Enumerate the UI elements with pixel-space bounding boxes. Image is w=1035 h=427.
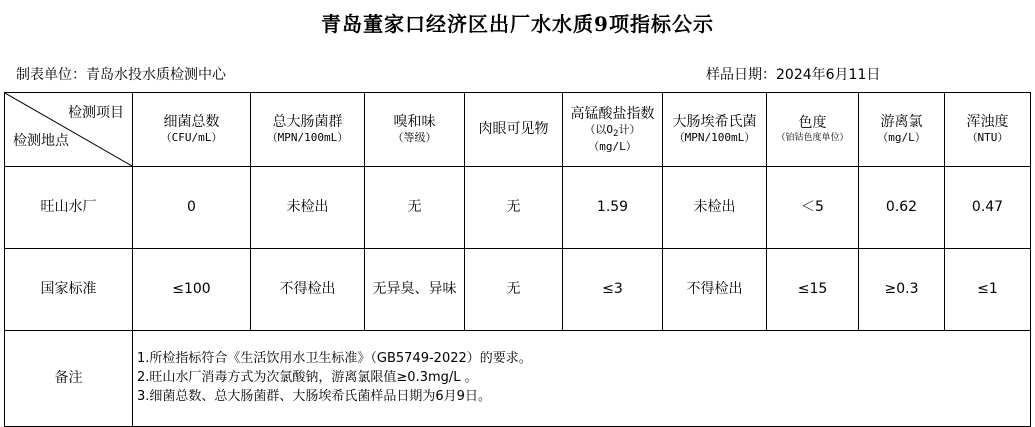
value-cell: 无 [465, 167, 563, 249]
value-cell: ＜5 [767, 167, 859, 249]
value-cell: ≥0.3 [859, 249, 945, 331]
header-row [5, 93, 1031, 167]
value-cell: ≤15 [767, 249, 859, 331]
col-header-permanganate: 高锰酸盐指数 （以$O_2$计） （mg/L） [563, 93, 663, 167]
col-header-coliform: 总大肠菌群 （MPN/100mL） [251, 93, 365, 167]
value-cell: ≤3 [563, 249, 663, 331]
diagonal-divider [5, 93, 132, 166]
value-cell: 0.62 [859, 167, 945, 249]
col-header-visible-matter: 肉眼可见物 [465, 93, 563, 167]
value-cell: 未检出 [251, 167, 365, 249]
corner-label-item: 检测项目 [68, 105, 124, 121]
remark-line: 1.所检指标符合《生活饮用水卫生标准》（GB5749-2022）的要求。 [137, 351, 532, 367]
col-header-odor: 嗅和味 （等级） [365, 93, 465, 167]
col-header-color: 色度 （铂钴色度单位） [767, 93, 859, 167]
col-header-turbidity: 浑浊度 （NTU） [945, 93, 1031, 167]
value-cell: 0.47 [945, 167, 1031, 249]
value-cell: ≤1 [945, 249, 1031, 331]
value-cell: 无 [465, 249, 563, 331]
table-row [5, 249, 1031, 331]
col-header-free-chlorine: 游离氯 （mg/L） [859, 93, 945, 167]
col-header-bacteria: 细菌总数 （CFU/mL） [133, 93, 251, 167]
water-quality-table [4, 92, 1031, 427]
remark-line: 2.旺山水厂消毒方式为次氯酸钠，游离氯限值≥0.3mg/L 。 [137, 370, 478, 386]
corner-label-site: 检测地点 [13, 132, 69, 149]
remark-line: 3.细菌总数、总大肠菌群、大肠埃希氏菌样品日期为6月9日。 [137, 388, 491, 404]
sample-date: 样品日期：2024年6月11日 [706, 67, 881, 83]
value-cell: 0 [133, 167, 251, 249]
value-cell: 未检出 [663, 167, 767, 249]
site-cell: 国家标准 [5, 249, 133, 331]
value-cell: 不得检出 [251, 249, 365, 331]
value-cell: ≤100 [133, 249, 251, 331]
issuing-unit: 制表单位：青岛水投水质检测中心 [16, 67, 226, 83]
value-cell: 1.59 [563, 167, 663, 249]
value-cell: 无 [365, 167, 465, 249]
remarks-label: 备注 [5, 331, 133, 427]
remarks-content [133, 331, 1031, 427]
permanganate-basis: （以$O_2$计） [584, 123, 641, 140]
corner-header-cell [5, 93, 133, 167]
value-cell: 不得检出 [663, 249, 767, 331]
value-cell: 无异臭、异味 [365, 249, 465, 331]
page-title: 青岛董家口经济区出厂水水质9项指标公示 [321, 12, 714, 36]
site-cell: 旺山水厂 [5, 167, 133, 249]
remarks-row [5, 331, 1031, 427]
col-header-ecoli: 大肠埃希氏菌 （MPN/100mL） [663, 93, 767, 167]
table-row [5, 167, 1031, 249]
